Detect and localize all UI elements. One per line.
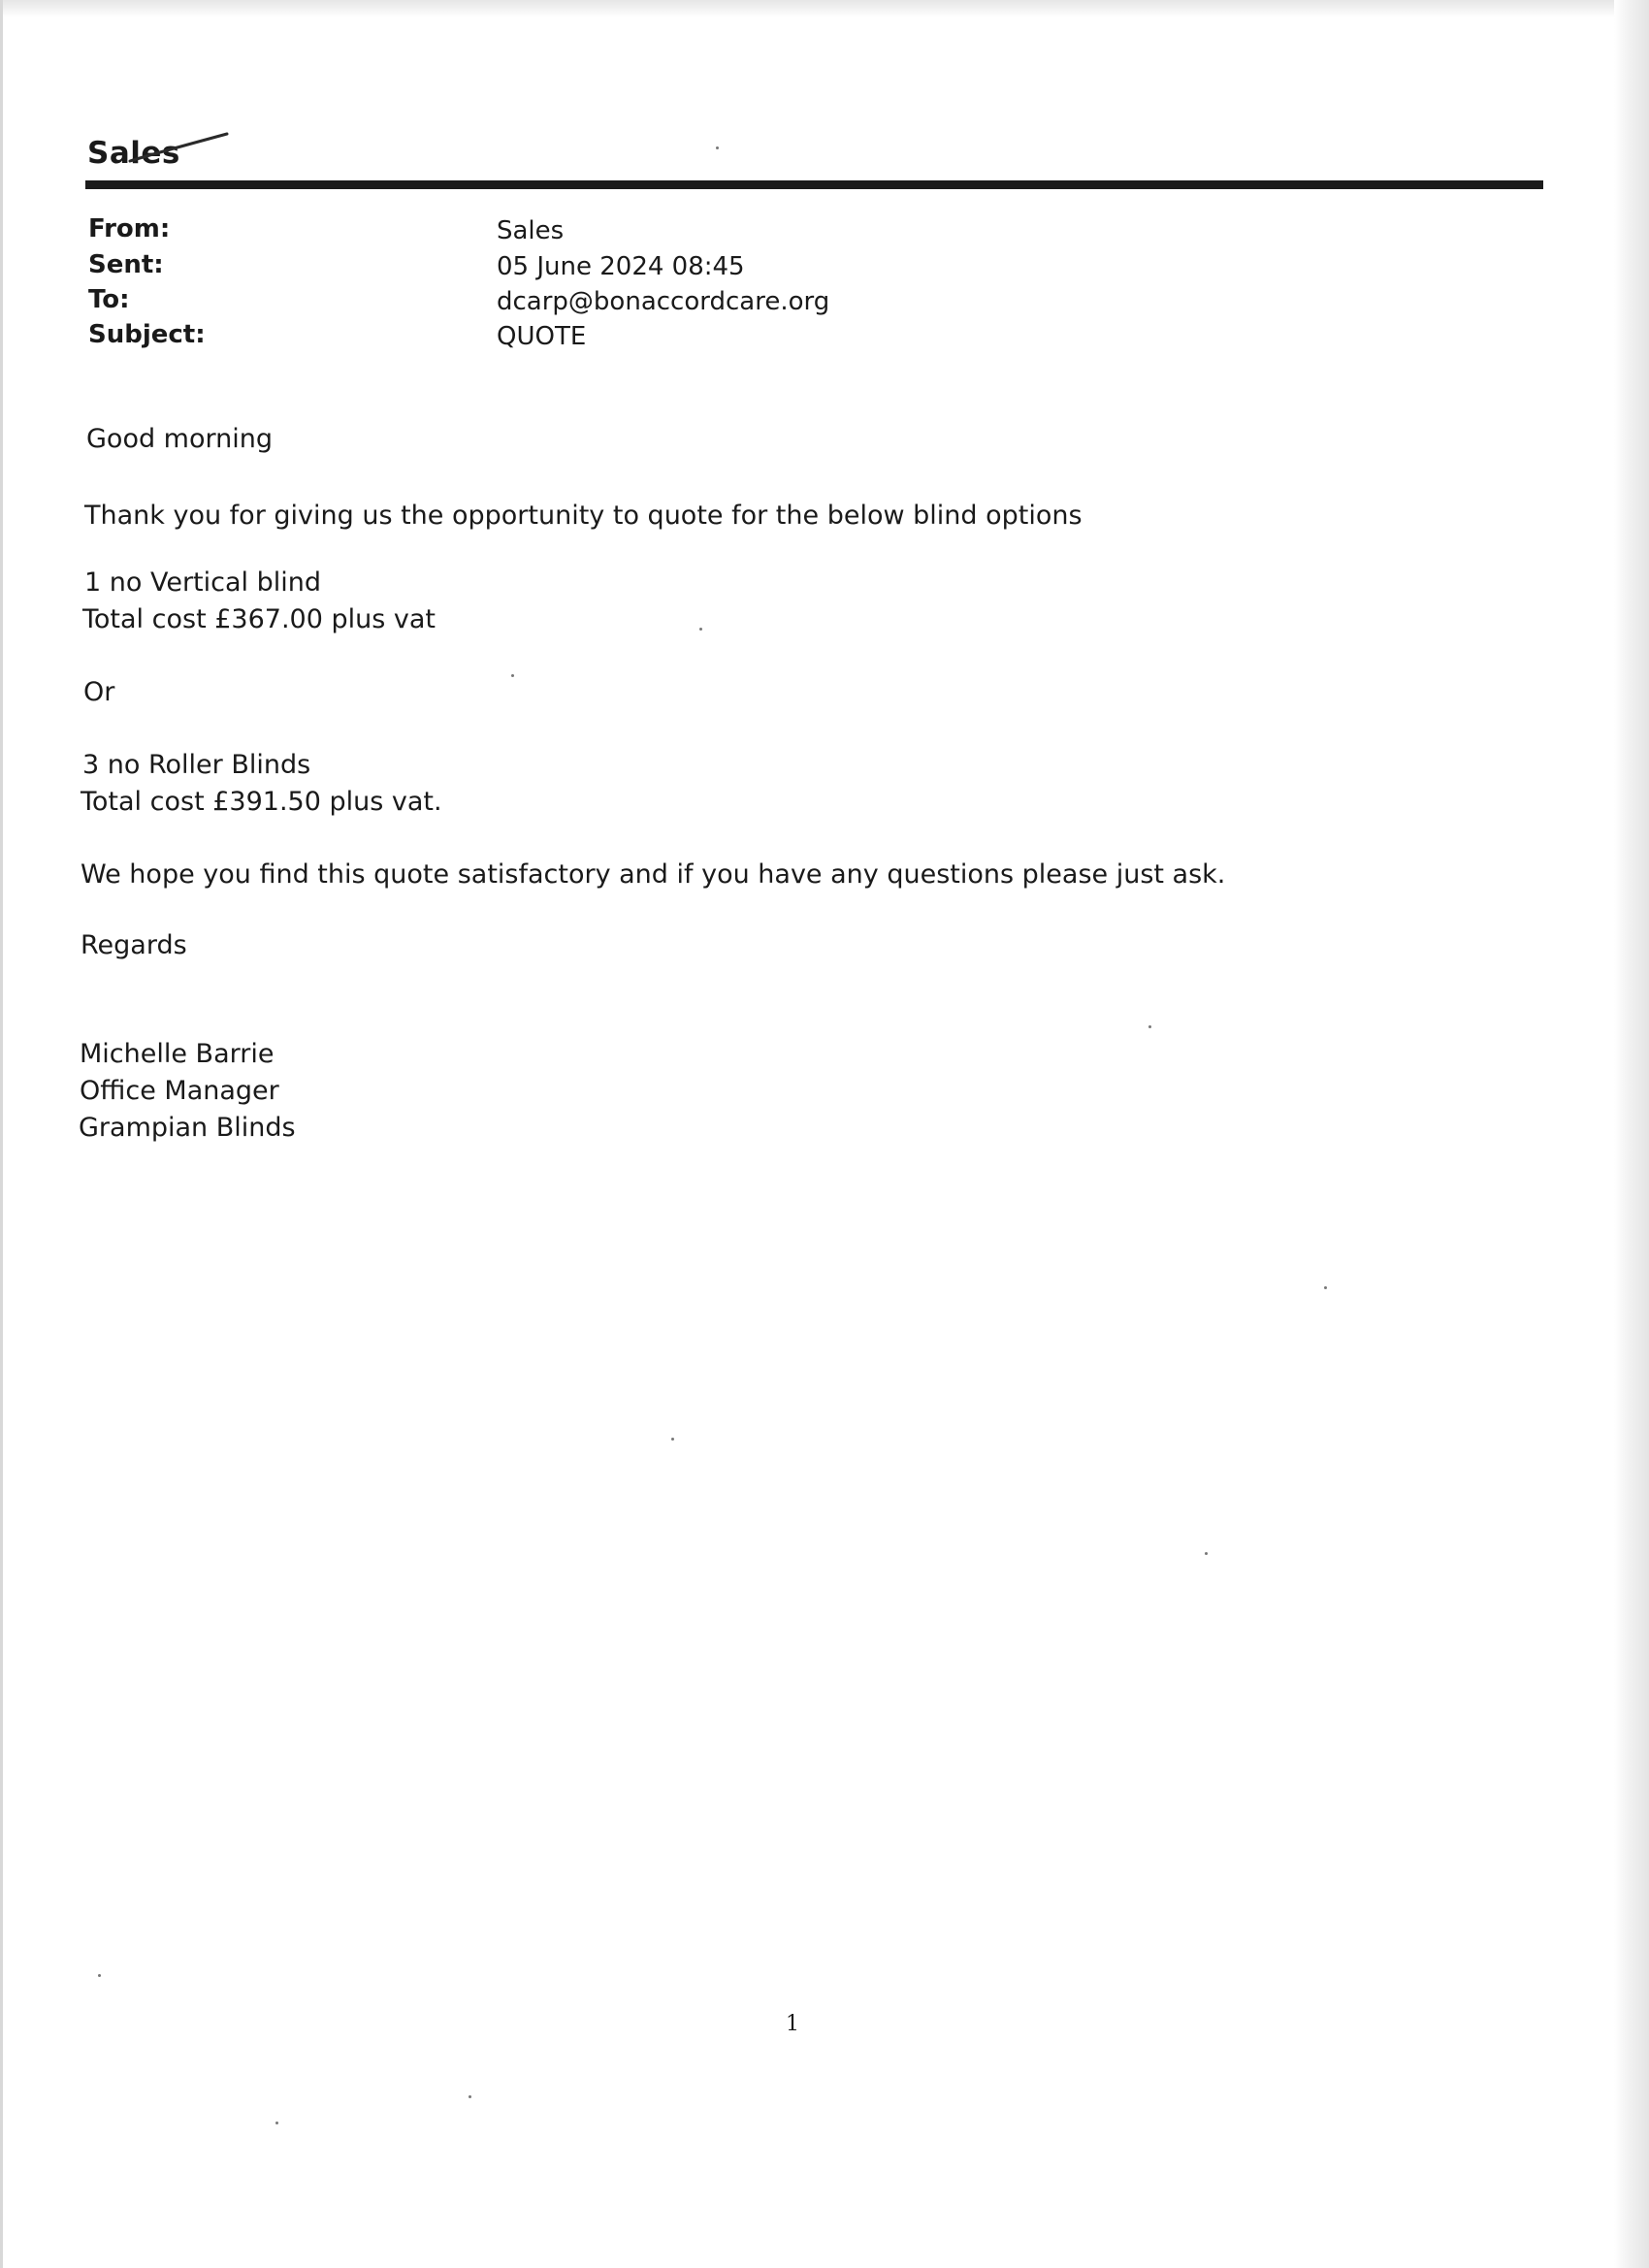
signature-role: Office Manager (80, 1076, 279, 1106)
signature-name: Michelle Barrie (80, 1039, 275, 1069)
regards-text: Regards (81, 930, 187, 960)
option2-item: 3 no Roller Blinds (82, 750, 311, 780)
scan-edge-top (0, 0, 1649, 17)
title-divider (85, 180, 1543, 189)
sent-label: Sent: (88, 250, 164, 279)
scan-edge-right (1614, 0, 1649, 2268)
scan-speck (716, 146, 719, 149)
scan-speck (98, 1974, 101, 1977)
greeting: Good morning (86, 424, 273, 454)
scan-edge-left (0, 0, 3, 2268)
from-value: Sales (497, 216, 565, 245)
scan-speck (511, 674, 514, 677)
signature-company: Grampian Blinds (79, 1113, 296, 1143)
scan-speck (1205, 1552, 1208, 1555)
from-label: From: (88, 214, 171, 243)
option1-item: 1 no Vertical blind (84, 567, 322, 598)
scan-speck (1324, 1286, 1327, 1289)
scan-speck (671, 1438, 674, 1441)
page-number: 1 (786, 2012, 799, 2036)
to-value: dcarp@bonaccordcare.org (497, 287, 830, 316)
sent-value: 05 June 2024 08:45 (497, 252, 745, 281)
scan-speck (699, 628, 702, 631)
closing-text: We hope you find this quote satisfactory and if you have any questions please just ask. (81, 859, 1226, 890)
document-title: Sales (87, 136, 180, 171)
scan-speck (1148, 1025, 1151, 1028)
subject-label: Subject: (88, 320, 206, 349)
scan-speck (469, 2095, 471, 2098)
or-text: Or (83, 677, 115, 707)
to-label: To: (88, 285, 130, 314)
intro-text: Thank you for giving us the opportunity to quote for the below blind options (84, 501, 1083, 531)
scan-speck (275, 2122, 278, 2124)
subject-value: QUOTE (497, 322, 587, 351)
pen-strike-mark (126, 124, 233, 173)
option1-cost: Total cost £367.00 plus vat (82, 604, 436, 634)
option2-cost: Total cost £391.50 plus vat. (81, 787, 442, 817)
